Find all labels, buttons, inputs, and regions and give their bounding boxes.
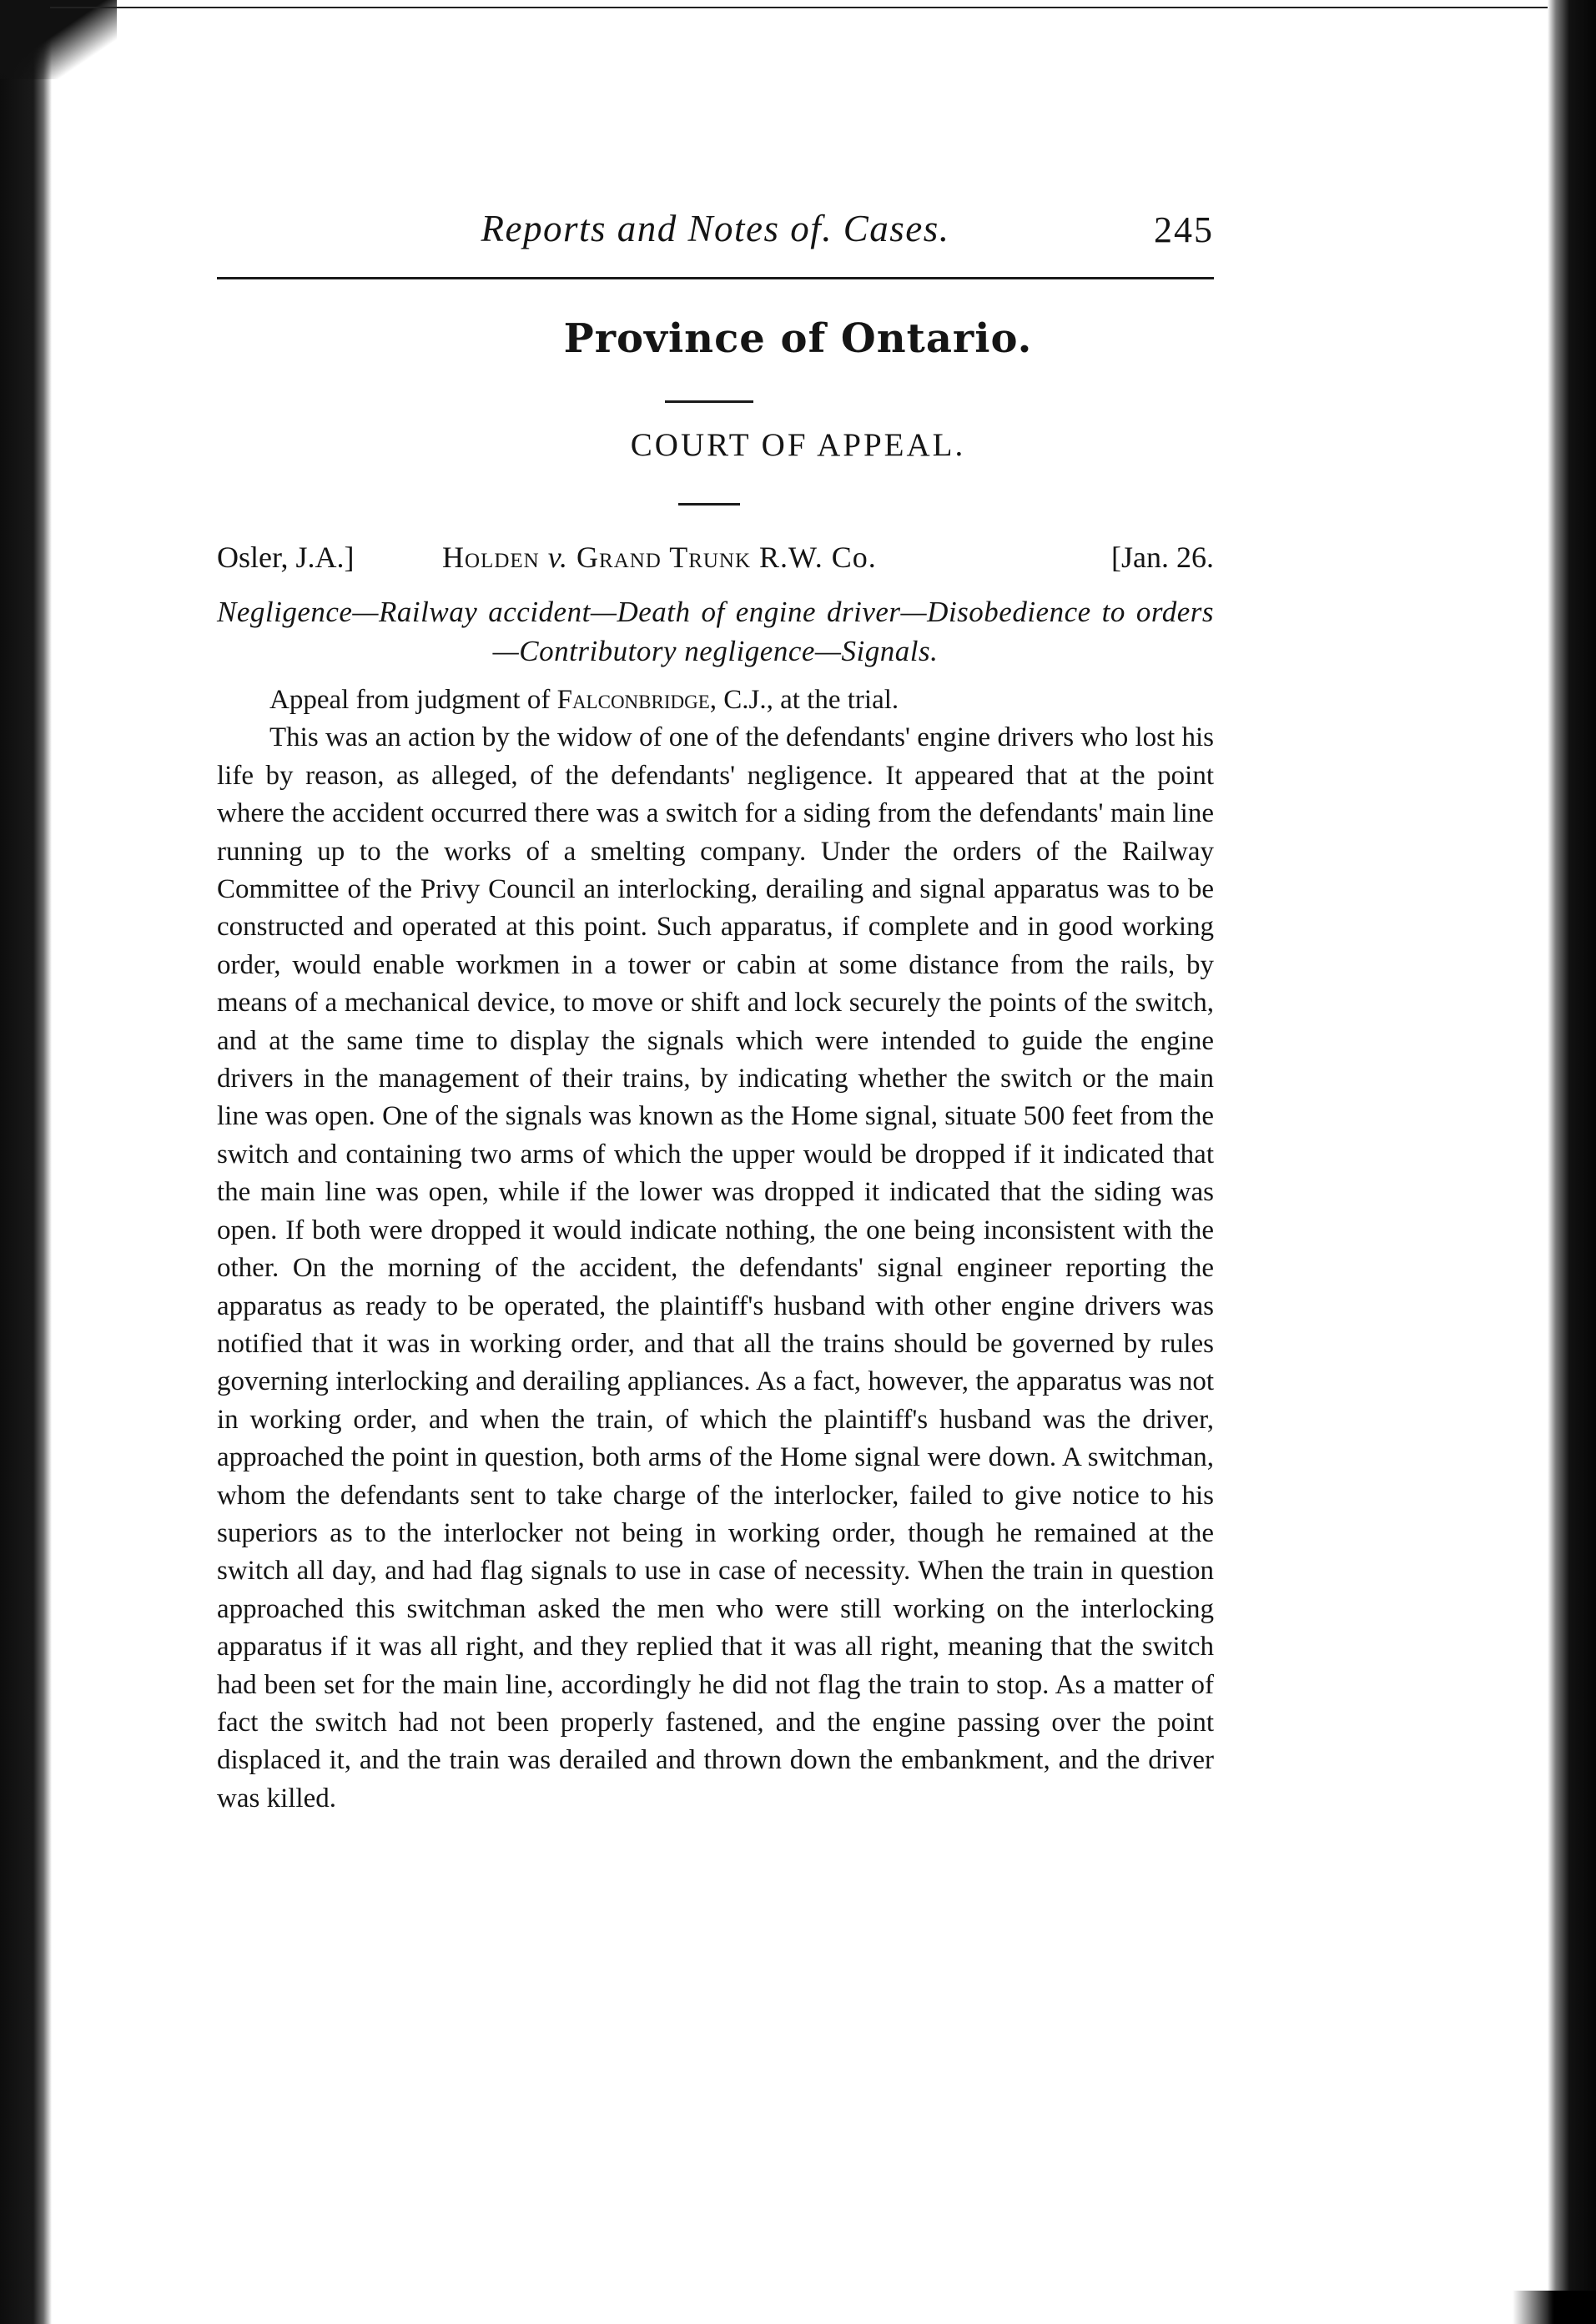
case-name	[442, 540, 877, 575]
court-heading: COURT OF APPEAL.	[630, 427, 966, 463]
judge-name: Osler, J.A.]	[217, 541, 355, 574]
divider-rule	[665, 400, 753, 403]
case-line	[217, 540, 1214, 581]
section-title: Province of Ontario.	[563, 315, 1033, 362]
case-plaintiff: Holden	[442, 541, 540, 574]
appeal-judge: Falconbridge	[556, 685, 710, 715]
page-number: 245	[1154, 209, 1214, 250]
divider-rule	[678, 503, 740, 506]
case-defendant: Grand Trunk	[576, 541, 752, 574]
case-versus: v.	[547, 541, 569, 574]
case-paragraph: This was an action by the widow of one of the defendants' engine drivers who lost his life by reason, as alleged, of the defendants' negligence. It appeared that at the point where the accident occurred there was a switch for a siding from the defendants' main line running up to the works of a smelting company. Under the orders of the Railway Committee of the Privy Council an interlocking, derailing and signal apparatus was to be constructed and operated at this point. Such apparatus, if complete and in good working order, would enable workmen in a tower or cabin at some distance from the rails, by means of a mechanical device, to move or shift and lock securely the points of the switch, and at the same time to display the signals which were intended to guide the engine drivers in the management of their trains, by indicating whether the switch or the main line was open. One of the signals was known as the Home signal, situate 500 feet from the switch and containing two arms of which the upper would be dropped if it indicated that the main line was open, while if the lower was dropped it indicated that the siding was open. If both were dropped it would indicate nothing, the one being inconsistent with the other. On the morning of the accident, the defendants' signal engineer reporting the apparatus as ready to be operated, the plaintiff's husband with other engine drivers was notified that it was in working order, and that all the trains should be governed by rules governing interlocking and derailing appliances. As a fact, however, the apparatus was not in working order, and when the train, of which the plaintiff's husband was the driver, approached the point in question, both arms of the Home signal were down. A switchman, whom the defendants sent to take charge of the interlocker, failed to give notice to his superiors as to the interlocker not being in working order, though he remained at the switch all day, and had flag signals to use in case of necessity. When the train in question approached this switchman asked the men who were still working on the interlocking apparatus if it was all right, and they replied that it was all right, meaning that the switch had been set for the main line, accordingly he did not flag the train to stop. As a matter of fact the switch had not been properly fastened, and the engine passing over the point displaced it, and the train was derailed and thrown down the embankment, and the driver was killed.	[217, 722, 1214, 1813]
body-text	[217, 682, 1214, 1818]
case-date: [Jan. 26.	[1111, 541, 1214, 574]
running-head-title: Reports and Notes of. Cases.	[481, 208, 950, 249]
headnote: Negligence—Railway accident—Death of engine driver—Disobedience to orders—Contributory negligence—Signals.	[217, 596, 1214, 667]
case-suffix: R.W. Co.	[759, 541, 877, 574]
appeal-paragraph	[217, 682, 1214, 719]
appeal-text-before: Appeal from judgment of	[269, 685, 551, 715]
appeal-text-after: , C.J., at the trial.	[709, 685, 899, 715]
header-rule	[217, 277, 1214, 279]
running-head	[217, 207, 1214, 265]
